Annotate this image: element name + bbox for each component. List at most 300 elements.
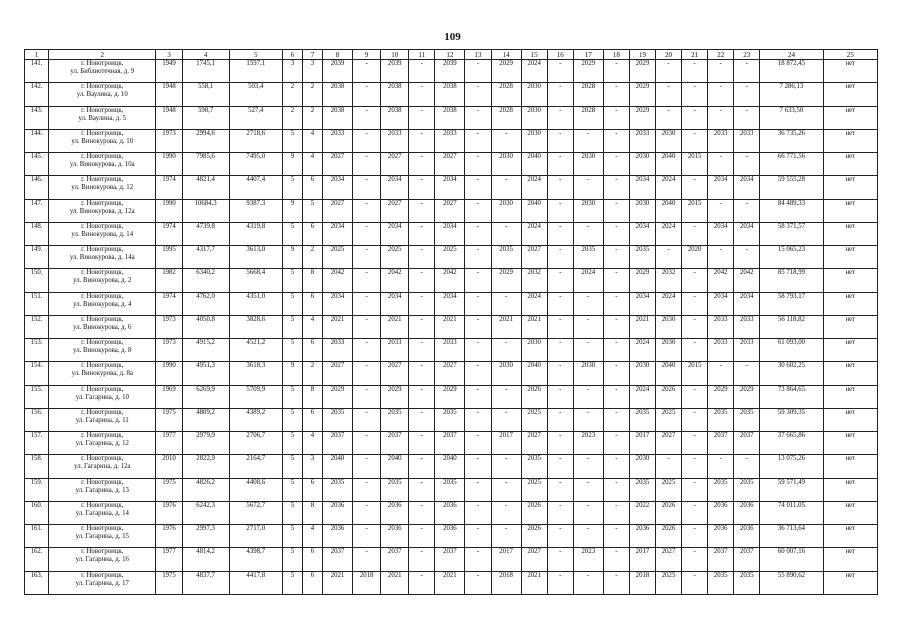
table-cell: 2042 — [734, 269, 760, 292]
table-cell: 2040 — [521, 362, 547, 385]
column-header-22: 22 — [708, 50, 734, 60]
table-cell: 2038 — [435, 83, 465, 106]
table-cell: 1976 — [156, 501, 182, 524]
area-cell: 4389,2 — [229, 408, 282, 431]
cost-cell: 66 771,56 — [760, 153, 823, 176]
area-cell: 4814,2 — [182, 548, 229, 571]
table-cell: - — [603, 246, 629, 269]
address-line: ул. Винокурова, д. 8 — [73, 347, 132, 354]
status-cell: нет — [823, 269, 877, 292]
table-cell: 2017 — [629, 548, 655, 571]
area-cell: 4417,8 — [229, 571, 282, 595]
table-cell: 2018 — [629, 571, 655, 595]
cost-cell: 56 118,82 — [760, 315, 823, 338]
table-row — [25, 385, 878, 408]
column-header-8: 8 — [322, 50, 352, 60]
column-header-21: 21 — [682, 50, 708, 60]
table-cell: - — [573, 501, 603, 524]
table-cell: 2035 — [491, 246, 521, 269]
table-cell: 2021 — [322, 315, 352, 338]
column-header-16: 16 — [547, 50, 573, 60]
table-cell: 2040 — [656, 362, 682, 385]
table-cell: - — [603, 408, 629, 431]
table-cell: 2022 — [629, 501, 655, 524]
table-cell: - — [547, 106, 573, 129]
cost-cell: 61 093,00 — [760, 339, 823, 362]
address-line: г. Новотроицк, — [81, 548, 124, 556]
table-cell: 1975 — [156, 408, 182, 431]
table-row — [25, 222, 878, 245]
table-cell: - — [603, 501, 629, 524]
column-header-12: 12 — [435, 50, 465, 60]
table-cell: - — [465, 432, 491, 455]
table-cell: - — [353, 292, 381, 315]
table-cell: - — [708, 83, 734, 106]
table-cell: 9 — [282, 153, 302, 176]
table-cell: - — [353, 478, 381, 501]
table-cell: - — [603, 525, 629, 548]
table-cell: - — [547, 362, 573, 385]
table-cell: 2010 — [156, 455, 182, 478]
table-cell: - — [603, 153, 629, 176]
address-cell — [49, 292, 156, 315]
table-cell: - — [491, 408, 521, 431]
table-cell: 2039 — [381, 60, 409, 83]
table-cell: 2038 — [322, 83, 352, 106]
area-cell: 558,1 — [182, 83, 229, 106]
row-number-cell: 142. — [25, 83, 49, 106]
table-cell: 2027 — [381, 199, 409, 222]
cost-cell: 18 872,45 — [760, 60, 823, 83]
row-number-cell: 153. — [25, 339, 49, 362]
table-cell: - — [603, 129, 629, 152]
table-cell: - — [353, 106, 381, 129]
status-cell: нет — [823, 548, 877, 571]
table-cell: 2025 — [381, 246, 409, 269]
table-cell: 2030 — [629, 362, 655, 385]
row-number-cell: 162. — [25, 548, 49, 571]
table-cell: 2026 — [656, 501, 682, 524]
cost-cell: 37 665,86 — [760, 432, 823, 455]
table-cell: - — [573, 176, 603, 199]
table-cell: 2033 — [734, 315, 760, 338]
table-cell: - — [682, 106, 708, 129]
area-cell: 9387,3 — [229, 199, 282, 222]
table-cell: 2027 — [322, 199, 352, 222]
address-line: г. Новотроицк, — [81, 571, 124, 579]
table-cell: - — [682, 571, 708, 595]
status-cell: нет — [823, 315, 877, 338]
table-cell: 2034 — [381, 222, 409, 245]
cost-cell: 15 065,23 — [760, 246, 823, 269]
status-cell: нет — [823, 222, 877, 245]
table-cell: 2029 — [491, 60, 521, 83]
table-cell: 2025 — [521, 478, 547, 501]
table-cell: 5 — [302, 199, 322, 222]
table-cell: - — [603, 432, 629, 455]
table-cell: - — [573, 292, 603, 315]
address-cell — [49, 269, 156, 292]
table-cell: - — [465, 246, 491, 269]
table-cell: 2030 — [629, 153, 655, 176]
table-cell: - — [353, 408, 381, 431]
table-cell: 2030 — [491, 153, 521, 176]
table-cell: - — [409, 432, 435, 455]
table-cell: 2037 — [734, 548, 760, 571]
table-cell: 2024 — [573, 269, 603, 292]
table-cell: 2042 — [435, 269, 465, 292]
table-cell: 2017 — [629, 432, 655, 455]
table-cell: 1990 — [156, 153, 182, 176]
table-cell: - — [603, 60, 629, 83]
address-line: ул. Винокурова, д. 8а — [71, 370, 133, 378]
area-cell: 3828,6 — [229, 315, 282, 338]
table-cell: - — [409, 362, 435, 385]
status-cell: нет — [823, 478, 877, 501]
table-cell: - — [734, 199, 760, 222]
row-number-cell: 149. — [25, 246, 49, 269]
area-cell: 4398,7 — [229, 548, 282, 571]
address-line: ул. Гагарина, д. 12а — [74, 463, 131, 471]
area-cell: 503,4 — [229, 83, 282, 106]
table-cell: 2030 — [521, 83, 547, 106]
table-cell: - — [682, 83, 708, 106]
table-cell: 2025 — [435, 246, 465, 269]
table-cell: - — [465, 339, 491, 362]
table-cell: - — [409, 222, 435, 245]
table-cell: 1974 — [156, 222, 182, 245]
table-cell: 2024 — [521, 222, 547, 245]
table-cell: 2034 — [435, 222, 465, 245]
table-row — [25, 339, 878, 362]
table-cell: 2037 — [435, 548, 465, 571]
table-cell: - — [682, 478, 708, 501]
status-cell: нет — [823, 408, 877, 431]
table-cell: 2026 — [656, 385, 682, 408]
cost-cell: 36 735,26 — [760, 129, 823, 152]
area-cell: 2979,9 — [182, 432, 229, 455]
column-header-1: 1 — [25, 50, 49, 60]
table-cell: 2042 — [381, 269, 409, 292]
table-cell: - — [353, 222, 381, 245]
area-cell: 598,7 — [182, 106, 229, 129]
table-cell: - — [734, 83, 760, 106]
cost-cell: 59 571,49 — [760, 478, 823, 501]
table-cell: - — [603, 362, 629, 385]
table-cell: 2025 — [656, 408, 682, 431]
table-cell: - — [656, 246, 682, 269]
table-body — [25, 60, 878, 595]
table-cell: 1973 — [156, 129, 182, 152]
table-cell: 2029 — [435, 385, 465, 408]
area-cell: 2164,7 — [229, 455, 282, 478]
address-cell — [49, 385, 156, 408]
table-cell: - — [409, 269, 435, 292]
table-cell: 2023 — [573, 548, 603, 571]
status-cell: нет — [823, 106, 877, 129]
status-cell: нет — [823, 292, 877, 315]
table-cell: 2034 — [734, 292, 760, 315]
table-cell: 2033 — [322, 129, 352, 152]
table-cell: 2032 — [521, 269, 547, 292]
table-cell: - — [603, 106, 629, 129]
table-cell: - — [547, 385, 573, 408]
table-cell: - — [573, 525, 603, 548]
address-line: ул. Винокурова, д. 10 — [71, 137, 134, 145]
table-cell: 2034 — [629, 292, 655, 315]
table-cell: - — [353, 129, 381, 152]
table-cell: - — [465, 106, 491, 129]
table-cell: 5 — [282, 432, 302, 455]
table-cell: 2021 — [521, 315, 547, 338]
status-cell: нет — [823, 455, 877, 478]
table-cell: 2034 — [629, 176, 655, 199]
table-cell: - — [547, 501, 573, 524]
table-cell: 2027 — [656, 548, 682, 571]
table-cell: 2034 — [322, 176, 352, 199]
table-cell: 6 — [302, 176, 322, 199]
table-cell: 2027 — [435, 362, 465, 385]
table-cell: 2024 — [629, 339, 655, 362]
table-cell: - — [491, 501, 521, 524]
table-cell: - — [547, 246, 573, 269]
address-line: ул. Винокурова, д. 6 — [73, 323, 132, 331]
column-header-19: 19 — [629, 50, 655, 60]
table-cell: 2021 — [322, 571, 352, 595]
table-cell: 2034 — [629, 222, 655, 245]
table-cell: 6 — [302, 222, 322, 245]
table-cell: 1949 — [156, 60, 182, 83]
table-cell: 5 — [282, 478, 302, 501]
table-cell: - — [547, 129, 573, 152]
row-number-cell: 145. — [25, 153, 49, 176]
status-cell: нет — [823, 176, 877, 199]
table-cell: 2027 — [322, 153, 352, 176]
table-cell: - — [603, 571, 629, 595]
table-cell: - — [409, 106, 435, 129]
table-cell: - — [734, 106, 760, 129]
area-cell: 2718,6 — [229, 129, 282, 152]
table-cell: 6 — [302, 571, 322, 595]
address-cell — [49, 199, 156, 222]
table-cell: 4 — [302, 432, 322, 455]
data-table — [24, 49, 878, 595]
table-cell: 2034 — [734, 176, 760, 199]
table-cell: 2027 — [322, 362, 352, 385]
table-cell: - — [353, 455, 381, 478]
table-cell: 6 — [302, 292, 322, 315]
table-cell: 6 — [302, 478, 322, 501]
area-cell: 1745,1 — [182, 60, 229, 83]
table-cell: 2039 — [435, 60, 465, 83]
table-cell: 2037 — [381, 548, 409, 571]
table-cell: 2021 — [629, 315, 655, 338]
table-cell: 2024 — [656, 292, 682, 315]
address-line: ул. Винокурова, д. 12 — [71, 184, 134, 192]
address-cell — [49, 315, 156, 338]
table-cell: - — [465, 199, 491, 222]
table-cell: 1977 — [156, 432, 182, 455]
table-cell: 2035 — [381, 478, 409, 501]
table-cell: - — [491, 385, 521, 408]
address-line: г. Новотроицк, — [81, 478, 124, 486]
area-cell: 2997,3 — [182, 525, 229, 548]
table-cell: - — [708, 153, 734, 176]
table-cell: - — [491, 129, 521, 152]
table-cell: - — [353, 315, 381, 338]
address-line: ул. Винокурова, д. 12а — [69, 207, 135, 215]
table-cell: - — [491, 455, 521, 478]
table-cell: 2015 — [682, 362, 708, 385]
table-cell: 2025 — [322, 246, 352, 269]
address-line: г. Новотроицк, — [81, 432, 124, 439]
table-cell: - — [353, 501, 381, 524]
table-cell: - — [353, 199, 381, 222]
table-cell: 1975 — [156, 571, 182, 595]
table-cell: 2028 — [573, 106, 603, 129]
cost-cell: 85 718,99 — [760, 269, 823, 292]
column-header-11: 11 — [409, 50, 435, 60]
address-line: ул. Гагарина, д. 14 — [75, 509, 129, 517]
table-cell: 5 — [282, 408, 302, 431]
table-cell: - — [353, 339, 381, 362]
table-cell: 2029 — [491, 269, 521, 292]
area-cell: 7495,0 — [229, 153, 282, 176]
table-cell: 2042 — [708, 269, 734, 292]
table-cell: 2033 — [734, 339, 760, 362]
table-cell: - — [409, 83, 435, 106]
table-cell: 2018 — [353, 571, 381, 595]
area-cell: 6269,9 — [182, 385, 229, 408]
table-cell: - — [656, 106, 682, 129]
address-cell — [49, 60, 156, 83]
cost-cell: 59 309,35 — [760, 408, 823, 431]
address-line: г. Новотроицк, — [81, 176, 124, 184]
table-cell: - — [603, 83, 629, 106]
table-cell: 2030 — [491, 199, 521, 222]
row-number-cell: 150. — [25, 269, 49, 292]
status-cell: нет — [823, 60, 877, 83]
table-cell: 1990 — [156, 362, 182, 385]
table-cell: - — [465, 455, 491, 478]
table-cell: - — [547, 83, 573, 106]
table-cell: 2036 — [734, 501, 760, 524]
table-cell: 1948 — [156, 106, 182, 129]
address-cell — [49, 106, 156, 129]
table-cell: 2030 — [521, 129, 547, 152]
area-cell: 5709,9 — [229, 385, 282, 408]
table-cell: - — [409, 246, 435, 269]
table-cell: - — [465, 153, 491, 176]
table-row — [25, 478, 878, 501]
table-cell: 1973 — [156, 339, 182, 362]
table-cell: - — [491, 176, 521, 199]
table-cell: 2029 — [734, 385, 760, 408]
row-number-cell: 152. — [25, 315, 49, 338]
table-cell: - — [353, 83, 381, 106]
table-cell: 5 — [282, 339, 302, 362]
table-cell: - — [547, 153, 573, 176]
table-cell: 1974 — [156, 292, 182, 315]
column-header-9: 9 — [353, 50, 381, 60]
table-cell: 2021 — [381, 571, 409, 595]
table-cell: 4 — [302, 153, 322, 176]
table-cell: 2 — [302, 83, 322, 106]
address-line: ул. Винокурова, д. 14 — [71, 230, 134, 238]
table-cell: 9 — [282, 362, 302, 385]
table-cell: 2024 — [521, 60, 547, 83]
table-cell: - — [682, 60, 708, 83]
table-cell: 5 — [282, 176, 302, 199]
address-line: ул. Гагарина, д. 11 — [75, 416, 129, 424]
table-cell: 2017 — [491, 548, 521, 571]
table-cell: 2029 — [629, 106, 655, 129]
table-cell: 2024 — [521, 292, 547, 315]
address-line: г. Новотроицк, — [81, 222, 124, 230]
table-cell: 2026 — [656, 525, 682, 548]
table-cell: 5 — [282, 548, 302, 571]
table-cell: - — [573, 315, 603, 338]
area-cell: 4826,2 — [182, 478, 229, 501]
table-row — [25, 315, 878, 338]
table-cell: - — [353, 385, 381, 408]
row-number-cell: 148. — [25, 222, 49, 245]
table-cell: 2027 — [435, 153, 465, 176]
table-cell: 2 — [282, 106, 302, 129]
address-line: г. Новотроицк, — [81, 385, 124, 393]
address-cell — [49, 246, 156, 269]
table-cell: - — [409, 525, 435, 548]
table-cell: - — [682, 269, 708, 292]
address-line: г. Новотроицк, — [81, 362, 124, 370]
table-cell: - — [409, 176, 435, 199]
table-cell: 2034 — [734, 222, 760, 245]
table-cell: 2040 — [656, 153, 682, 176]
table-cell: - — [409, 548, 435, 571]
table-cell: 2029 — [381, 385, 409, 408]
table-cell: 2034 — [708, 176, 734, 199]
table-cell: - — [409, 478, 435, 501]
table-cell: 2036 — [435, 501, 465, 524]
address-cell — [49, 455, 156, 478]
table-cell: - — [409, 385, 435, 408]
table-cell: 2037 — [435, 432, 465, 455]
table-row — [25, 455, 878, 478]
table-cell: - — [603, 478, 629, 501]
table-cell: 5 — [282, 269, 302, 292]
table-cell: - — [656, 83, 682, 106]
table-cell: 2021 — [521, 571, 547, 595]
table-cell: - — [353, 246, 381, 269]
table-cell: 2035 — [734, 571, 760, 595]
table-cell: 1982 — [156, 269, 182, 292]
table-cell: - — [734, 246, 760, 269]
table-cell: 5 — [282, 222, 302, 245]
table-cell: 2040 — [521, 199, 547, 222]
table-cell: - — [547, 269, 573, 292]
status-cell: нет — [823, 199, 877, 222]
table-cell: 2036 — [381, 525, 409, 548]
table-cell: 5 — [282, 315, 302, 338]
table-cell: - — [465, 315, 491, 338]
table-row — [25, 362, 878, 385]
table-cell: - — [682, 455, 708, 478]
table-cell: 2029 — [708, 385, 734, 408]
table-cell: 1976 — [156, 525, 182, 548]
row-number-cell: 157. — [25, 432, 49, 455]
table-cell: 2 — [282, 83, 302, 106]
area-cell: 4951,3 — [182, 362, 229, 385]
